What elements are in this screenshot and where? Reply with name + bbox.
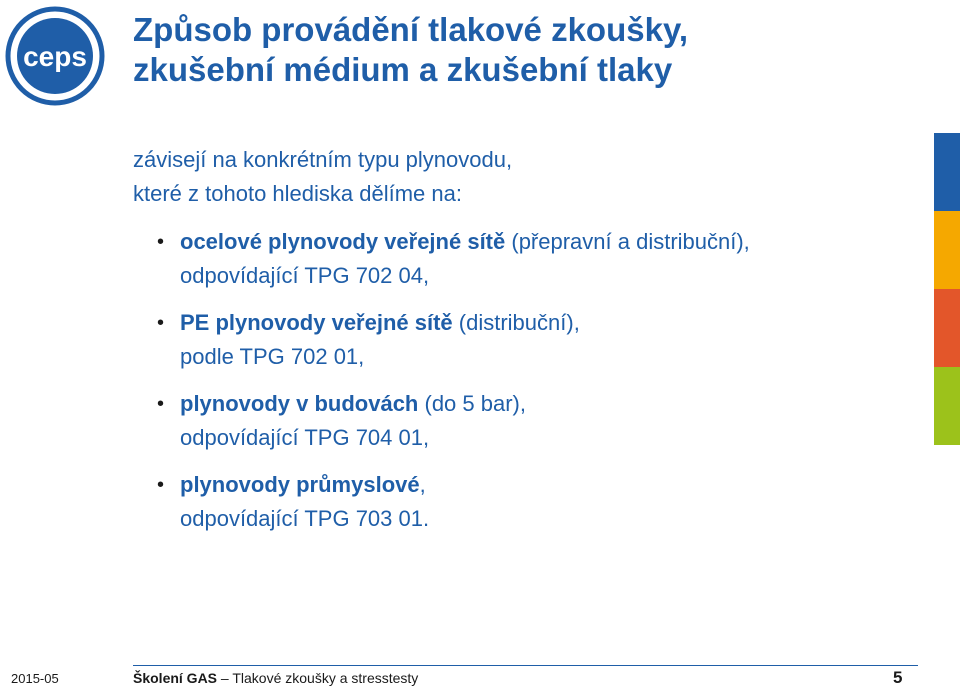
bullet-bold-text: PE plynovody veřejné sítě (180, 310, 453, 335)
list-item (157, 468, 750, 536)
bullet-reference: odpovídající TPG 702 04, (180, 263, 430, 288)
title-line-1: Způsob provádění tlakové zkoušky, (133, 11, 689, 48)
bullet-icon: • (157, 474, 165, 496)
bullet-bold-text: plynovody průmyslové (180, 472, 420, 497)
color-strip (934, 133, 960, 445)
bullet-reference: odpovídající TPG 704 01, (180, 425, 430, 450)
ceps-logo-icon (5, 6, 105, 106)
footer-title (133, 670, 418, 686)
intro-text (133, 143, 512, 211)
slide-title (133, 10, 933, 90)
bullet-text: (do 5 bar), (418, 391, 526, 416)
bullet-reference: podle TPG 702 01, (180, 344, 365, 369)
list-item (157, 306, 750, 374)
footer-date: 2015-05 (11, 671, 59, 686)
list-item (157, 225, 750, 293)
footer-title-bold: Školení GAS (133, 670, 218, 686)
title-line-2: zkušební médium a zkušební tlaky (133, 51, 673, 88)
bullet-text: (přepravní a distribuční), (505, 229, 750, 254)
footer-divider (133, 665, 918, 666)
bullet-text: , (419, 472, 426, 497)
bullet-icon: • (157, 231, 165, 253)
footer-title-rest: – Tlakové zkoušky a stresstesty (217, 670, 419, 686)
bullet-icon: • (157, 393, 165, 415)
bullet-bold-text: plynovody v budovách (180, 391, 419, 416)
bullet-reference: odpovídající TPG 703 01. (180, 506, 430, 531)
logo-text: ceps (23, 41, 87, 72)
list-item (157, 387, 750, 455)
intro-line-2: které z tohoto hlediska dělíme na: (133, 181, 462, 206)
strip-segment-blue (934, 133, 960, 211)
strip-segment-yellow (934, 211, 960, 289)
bullet-list (157, 225, 750, 549)
bullet-icon: • (157, 312, 165, 334)
strip-segment-orange (934, 289, 960, 367)
page-number: 5 (893, 668, 903, 687)
bullet-text: (distribuční), (452, 310, 580, 335)
intro-line-1: závisejí na konkrétním typu plynovodu, (133, 147, 513, 172)
bullet-bold-text: ocelové plynovody veřejné sítě (180, 229, 506, 254)
strip-segment-green (934, 367, 960, 445)
